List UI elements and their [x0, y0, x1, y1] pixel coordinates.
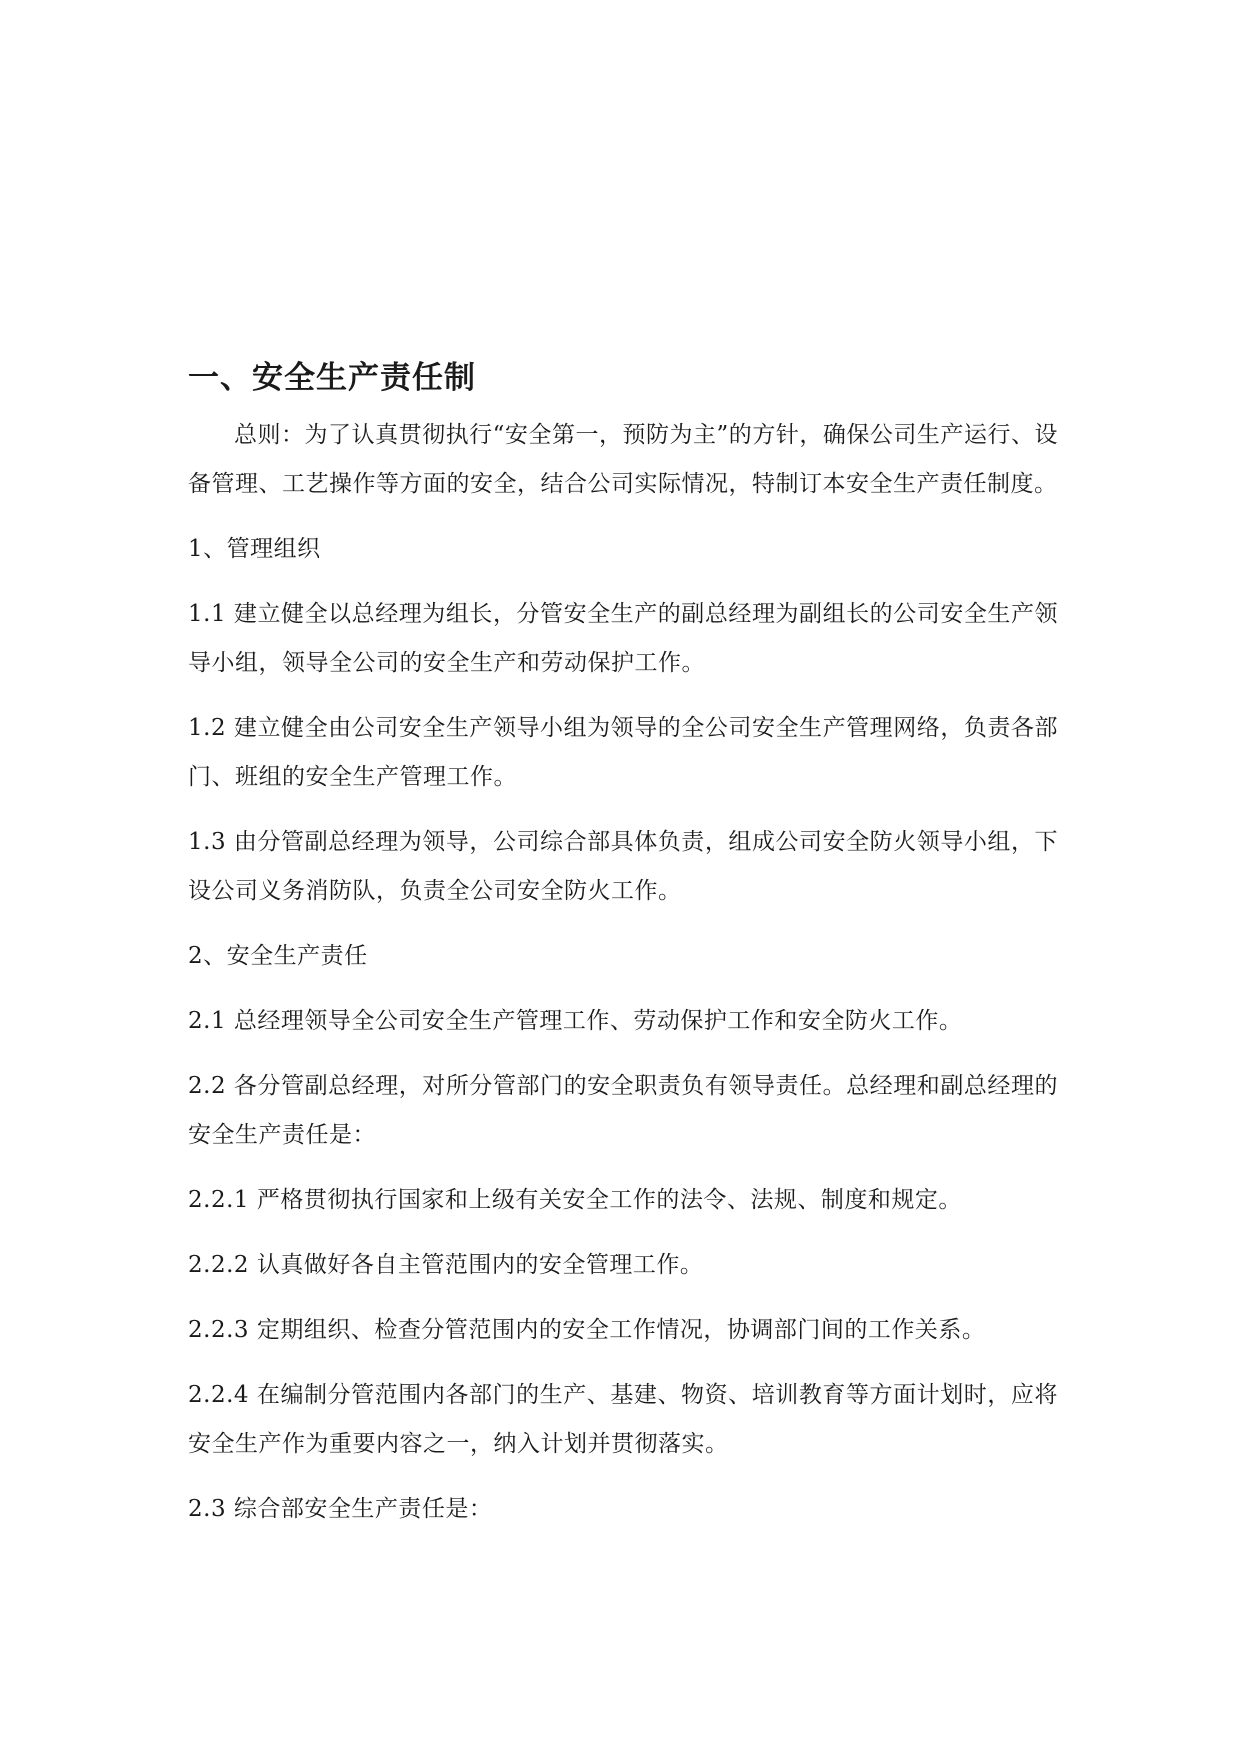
clause-1-1: 1.1 建立健全以总经理为组长，分管安全生产的副总经理为副组长的公司安全生产领导小组，领导全公司的安全生产和劳动保护工作。: [188, 601, 1058, 676]
document-page: [188, 355, 1058, 1550]
clause-2-2-3: 2.2.3 定期组织、检查分管范围内的安全工作情况，协调部门间的工作关系。: [188, 1317, 986, 1343]
clause-2-2-2: 2.2.2 认真做好各自主管范围内的安全管理工作。: [188, 1252, 704, 1278]
clause-1-title: 1、管理组织: [188, 536, 321, 562]
clause-2-1: 2.1 总经理领导全公司安全生产管理工作、劳动保护工作和安全防火工作。: [188, 1008, 963, 1034]
clause-2-2-1: 2.2.1 严格贯彻执行国家和上级有关安全工作的法令、法规、制度和规定。: [188, 1187, 962, 1213]
clause-1-2: 1.2 建立健全由公司安全生产领导小组为领导的全公司安全生产管理网络，负责各部门、班组的安全生产管理工作。: [188, 715, 1058, 790]
clause-2-2: 2.2 各分管副总经理，对所分管部门的安全职责负有领导责任。总经理和副总经理的安全生产责任是：: [188, 1073, 1058, 1148]
clause-1-3: 1.3 由分管副总经理为领导，公司综合部具体负责，组成公司安全防火领导小组，下设公司义务消防队，负责全公司安全防火工作。: [188, 829, 1058, 904]
general-rule-paragraph: 总则：为了认真贯彻执行“安全第一，预防为主”的方针，确保公司生产运行、设备管理、工艺操作等方面的安全，结合公司实际情况，特制订本安全生产责任制度。: [188, 422, 1058, 497]
clause-2-3: 2.3 综合部安全生产责任是：: [188, 1496, 493, 1522]
clause-2-title: 2、安全生产责任: [188, 943, 368, 969]
section-heading: 一、安全生产责任制: [188, 360, 476, 396]
clause-2-2-4: 2.2.4 在编制分管范围内各部门的生产、基建、物资、培训教育等方面计划时，应将安全生产作为重要内容之一，纳入计划并贯彻落实。: [188, 1382, 1058, 1457]
